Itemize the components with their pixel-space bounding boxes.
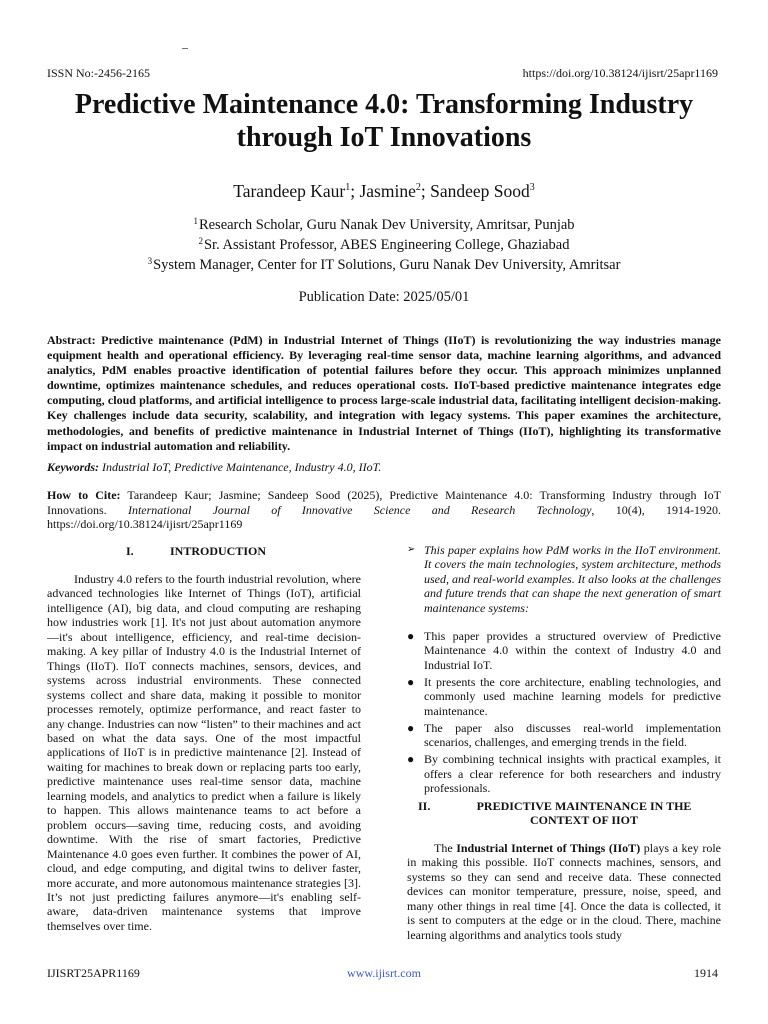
author-affiliation-mark: 1 (345, 182, 351, 193)
para-rest: plays a key role in making this possible. IIoT connects machines, sensors, and systems so they can send and receive data. These connected devices can monitor temperature, pressure, noise, speed, and many other things in real time [4]. Once the data is collected, it is sent to computers at the edge or in the cloud. There, machine learning algorithms and analytics tools study (407, 841, 721, 942)
cite-text: Tarandeep Kaur; Jasmine; Sandeep Sood (2025), Predictive Maintenance 4.0: Transforming Industry through IoT Innovations. (47, 488, 721, 517)
para-start: The (434, 841, 457, 855)
author-separator: ; (350, 181, 360, 201)
section-2-paragraph (407, 841, 721, 942)
page-number: 1914 (694, 966, 718, 980)
paper-title: Predictive Maintenance 4.0: Transforming Industry through IoT Innovations (74, 89, 694, 153)
footer-site-link (0, 966, 768, 981)
author-name: Tarandeep Kaur (233, 181, 346, 201)
site-link[interactable]: www.ijisrt.com (347, 966, 421, 980)
author-affiliation-mark: 3 (529, 182, 535, 193)
bullet-icon: ● (407, 720, 415, 735)
para-bold-term: Industrial Internet of Things (IIoT) (456, 841, 641, 855)
section-2-title: PREDICTIVE MAINTENANCE IN THE CONTEXT OF IIOT (476, 799, 692, 827)
list-item-text: By combining technical insights with practical examples, it offers a clear reference for both researchers and industry professionals. (424, 752, 721, 796)
list-item-text: This paper provides a structured overview of Predictive Maintenance 4.0 within the context of Industry 4.0 and Industrial IoT. (424, 629, 721, 672)
keywords (47, 460, 721, 475)
how-to-cite (47, 488, 721, 532)
list-item (407, 629, 721, 672)
summary-arrow-item (407, 543, 721, 615)
contribution-list (407, 629, 721, 798)
author-name: Sandeep Sood (430, 181, 530, 201)
introduction-paragraph: Industry 4.0 refers to the fourth industrial revolution, where advanced technologies like Internet of Things (IoT), artificial intelligence (AI), big data, and cloud computing are reshaping how industries work [1]. It's not just about automation anymore—it's about intelligence, efficiency, and real-time decision-making. A key pillar of Industry 4.0 is the Industrial Internet of Things (IIoT). IIoT connects machines, sensors, devices, and systems across industrial environments. These connected systems collect and share data, making it possible to monitor processes remotely, optimize performance, and react faster to any change. Industries can now “listen” to their machines and act based on what the data says. One of the most impactful applications of IIoT is in predictive maintenance [2]. Instead of waiting for machines to break down or replacing parts too early, predictive maintenance uses real-time sensor data, machine learning models, and analytics to predict when a failure is likely to happen. This allows maintenance teams to act before a problem occurs—saving time, reducing costs, and avoiding downtime. With the rise of smart factories, Predictive Maintenance 4.0 goes even further. It combines the power of AI, cloud, and edge computing, and digital twins to deliver faster, more accurate, and more autonomous maintenance strategies [3]. It’s not just predicting failures anymore—it's enabling self-aware, data-driven maintenance systems that improve themselves over time. (47, 572, 361, 933)
abstract: Abstract: Predictive maintenance (PdM) in Industrial Internet of Things (IIoT) is revolutionizing the way industries manage equipment health and operational efficiency. By leveraging real-time sensor data, machine learning algorithms, and advanced analytics, PdM enables proactive identification of potential failures before they occur. This approach minimizes unplanned downtime, optimizes maintenance schedules, and reduces operational costs. IIoT-based predictive maintenance integrates edge computing, cloud platforms, and artificial intelligence to process large-scale industrial data, facilitating intelligent decision-making. Key challenges include data security, scalability, and integration with legacy systems. This paper examines the architecture, methodologies, and benefits of predictive maintenance in Industrial Internet of Things (IIoT), highlighting its transformative impact on industrial automation and reliability. (47, 333, 721, 453)
list-item-text: It presents the core architecture, enabling technologies, and commonly used machine learning models for predictive maintenance. (424, 674, 721, 718)
section-1-number: I. (126, 544, 134, 558)
footer-paper-id: IJISRT25APR1169 (47, 966, 140, 980)
list-item (407, 675, 721, 718)
section-2-number: II. (418, 799, 431, 813)
bullet-icon: ● (407, 752, 415, 767)
affiliation-text: Sr. Assistant Professor, ABES Engineering College, Ghaziabad (203, 237, 570, 253)
issn-number: ISSN No:-2456-2165 (47, 66, 151, 80)
affiliation-mark: 1 (193, 216, 198, 226)
cite-journal: International Journal of Innovative Science and Research Technology (127, 502, 592, 517)
affiliation-line (0, 256, 768, 274)
list-item-text: The paper also discusses real-world implementation scenarios, challenges, and emerging trends in the field. (424, 720, 721, 750)
author-name: Jasmine (359, 181, 416, 201)
list-item (407, 752, 721, 795)
affiliation-text: System Manager, Center for IT Solutions, Guru Nanak Dev University, Amritsar (153, 257, 621, 273)
affiliation-line (0, 216, 768, 234)
author-list (0, 181, 768, 202)
author-separator: ; (420, 181, 431, 201)
cite-label: How to Cite: (47, 488, 121, 502)
section-2-heading (407, 799, 721, 827)
affiliation-text: Research Scholar, Guru Nanak Dev University, Amritsar, Punjab (198, 217, 575, 233)
introduction-body (47, 572, 361, 933)
bullet-icon: ● (407, 629, 415, 643)
list-item (407, 721, 721, 750)
affiliation-mark: 3 (147, 256, 153, 266)
section-1-title: INTRODUCTION (170, 544, 267, 558)
keywords-label: Keywords: (47, 460, 99, 474)
summary-text: This paper explains how PdM works in the IIoT environment. It covers the main technologies, system architecture, methods used, and real-world examples. It also looks at the challenges and future trends that can shape the next generation of smart maintenance systems: (424, 543, 721, 615)
author-affiliation-mark: 2 (415, 182, 421, 193)
bullet-icon: ● (407, 674, 415, 689)
affiliation-mark: 2 (198, 236, 203, 246)
keywords-text: Industrial IoT, Predictive Maintenance, Industry 4.0, IIoT. (99, 460, 382, 474)
affiliation-line (0, 236, 768, 254)
header-doi-link[interactable]: https://doi.org/10.38124/ijisrt/25apr1169 (522, 66, 718, 80)
publication-date: Publication Date: 2025/05/01 (298, 289, 470, 305)
header-mark: – (182, 40, 188, 54)
cite-details: , 10(4), 1914-1920. https://doi.org/10.38124/ijisrt/25apr1169 (47, 502, 721, 531)
arrow-bullet-icon: ➢ (407, 544, 416, 555)
